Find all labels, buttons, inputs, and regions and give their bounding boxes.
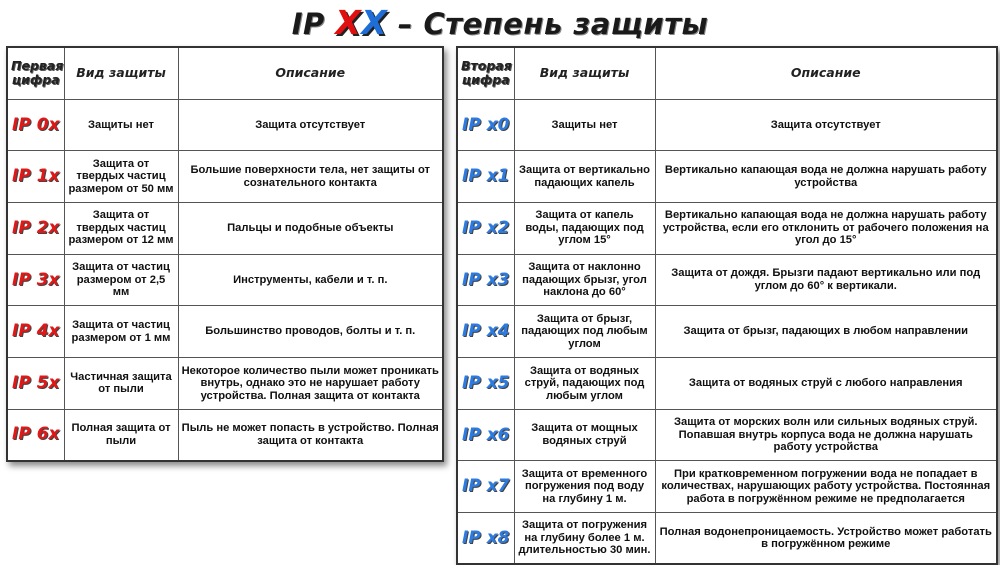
ip-code-cell: IP x3 bbox=[457, 254, 514, 306]
protection-type-cell: Защита от мощных водяных струй bbox=[514, 409, 655, 461]
protection-type-cell: Защита от частиц размером от 1 мм bbox=[64, 306, 178, 358]
description-cell: Защита отсутствует bbox=[655, 99, 997, 151]
protection-type-cell: Частичная защита от пыли bbox=[64, 357, 178, 409]
table-row bbox=[457, 357, 997, 409]
table-row bbox=[457, 202, 997, 254]
protection-type-cell: Защита от твердых частиц размером от 12 мм bbox=[64, 202, 178, 254]
header-protection-type: Вид защиты bbox=[514, 47, 655, 99]
ip-code-cell: IP x8 bbox=[457, 513, 514, 565]
protection-type-cell: Защита от вертикально падающих капель bbox=[514, 151, 655, 203]
title-first-x: X bbox=[335, 3, 362, 42]
protection-type-cell: Защиты нет bbox=[514, 99, 655, 151]
description-cell: Вертикально капающая вода не должна нарушать работу устройства bbox=[655, 151, 997, 203]
description-cell: Защита от дождя. Брызги падают вертикально или под углом до 60° к вертикали. bbox=[655, 254, 997, 306]
table-row bbox=[7, 254, 443, 306]
title-suffix: – Степень защиты bbox=[397, 7, 709, 41]
table-row bbox=[7, 357, 443, 409]
description-cell: Инструменты, кабели и т. п. bbox=[178, 254, 443, 306]
description-cell: Некоторое количество пыли может проникать внутрь, однако это не нарушает работу устройства. Полная защита от контакта bbox=[178, 357, 443, 409]
page-title bbox=[0, 4, 1000, 42]
table-row bbox=[457, 254, 997, 306]
first-digit-table bbox=[6, 46, 444, 462]
table-row bbox=[7, 202, 443, 254]
ip-code-cell: IP x2 bbox=[457, 202, 514, 254]
protection-type-cell: Защиты нет bbox=[64, 99, 178, 151]
protection-type-cell: Защита от капель воды, падающих под углом 15° bbox=[514, 202, 655, 254]
description-cell: Большие поверхности тела, нет защиты от сознательного контакта bbox=[178, 151, 443, 203]
header-second-digit: Вторая цифра bbox=[457, 47, 514, 99]
header-description: Описание bbox=[178, 47, 443, 99]
table-row bbox=[457, 513, 997, 565]
protection-type-cell: Защита от временного погружения под воду на глубину 1 м. bbox=[514, 461, 655, 513]
table-row bbox=[457, 461, 997, 513]
ip-code-cell: IP x0 bbox=[457, 99, 514, 151]
header-description: Описание bbox=[655, 47, 997, 99]
description-cell: Вертикально капающая вода не должна нарушать работу устройства, если его отклонить от рабочего положения на угол до 15° bbox=[655, 202, 997, 254]
ip-code-cell: IP 4x bbox=[7, 306, 64, 358]
description-cell: Полная водонепроницаемость. Устройство может работать в погружённом режиме bbox=[655, 513, 997, 565]
table-row bbox=[457, 151, 997, 203]
description-cell: Защита от водяных струй с любого направления bbox=[655, 357, 997, 409]
description-cell: Защита от морских волн или сильных водяных струй. Попавшая внутрь корпуса вода не должна нарушать работу устройства bbox=[655, 409, 997, 461]
protection-type-cell: Защита от твердых частиц размером от 50 мм bbox=[64, 151, 178, 203]
ip-code-cell: IP 6x bbox=[7, 409, 64, 461]
protection-type-cell: Полная защита от пыли bbox=[64, 409, 178, 461]
ip-code-cell: IP 3x bbox=[7, 254, 64, 306]
protection-type-cell: Защита от погружения на глубину более 1 м. длительностью 30 мин. bbox=[514, 513, 655, 565]
protection-type-cell: Защита от брызг, падающих под любым углом bbox=[514, 306, 655, 358]
description-cell: Защита от брызг, падающих в любом направлении bbox=[655, 306, 997, 358]
table-header-row bbox=[7, 47, 443, 99]
description-cell: Большинство проводов, болты и т. п. bbox=[178, 306, 443, 358]
ip-code-cell: IP 2x bbox=[7, 202, 64, 254]
ip-code-cell: IP x7 bbox=[457, 461, 514, 513]
description-cell: Пыль не может попасть в устройство. Полная защита от контакта bbox=[178, 409, 443, 461]
table-row bbox=[7, 409, 443, 461]
ip-code-cell: IP x6 bbox=[457, 409, 514, 461]
protection-type-cell: Защита от наклонно падающих брызг, угол наклона до 60° bbox=[514, 254, 655, 306]
table-row bbox=[457, 99, 997, 151]
description-cell: Пальцы и подобные объекты bbox=[178, 202, 443, 254]
ip-code-cell: IP 0x bbox=[7, 99, 64, 151]
second-digit-table bbox=[456, 46, 998, 565]
table-row bbox=[7, 99, 443, 151]
description-cell: Защита отсутствует bbox=[178, 99, 443, 151]
description-cell: При кратковременном погружении вода не попадает в количествах, нарушающих работу устройства. Постоянная работа в погружённом режиме не предполагается bbox=[655, 461, 997, 513]
table-row bbox=[457, 409, 997, 461]
ip-code-cell: IP x5 bbox=[457, 357, 514, 409]
title-prefix: IP bbox=[291, 7, 325, 41]
ip-code-cell: IP x1 bbox=[457, 151, 514, 203]
table-header-row bbox=[457, 47, 997, 99]
table-row bbox=[457, 306, 997, 358]
ip-code-cell: IP 1x bbox=[7, 151, 64, 203]
header-first-digit: Первая цифра bbox=[7, 47, 64, 99]
protection-type-cell: Защита от водяных струй, падающих под любым углом bbox=[514, 357, 655, 409]
table-row bbox=[7, 306, 443, 358]
ip-code-cell: IP x4 bbox=[457, 306, 514, 358]
table-row bbox=[7, 151, 443, 203]
header-protection-type: Вид защиты bbox=[64, 47, 178, 99]
ip-code-cell: IP 5x bbox=[7, 357, 64, 409]
title-second-x: X bbox=[361, 3, 388, 42]
protection-type-cell: Защита от частиц размером от 2,5 мм bbox=[64, 254, 178, 306]
